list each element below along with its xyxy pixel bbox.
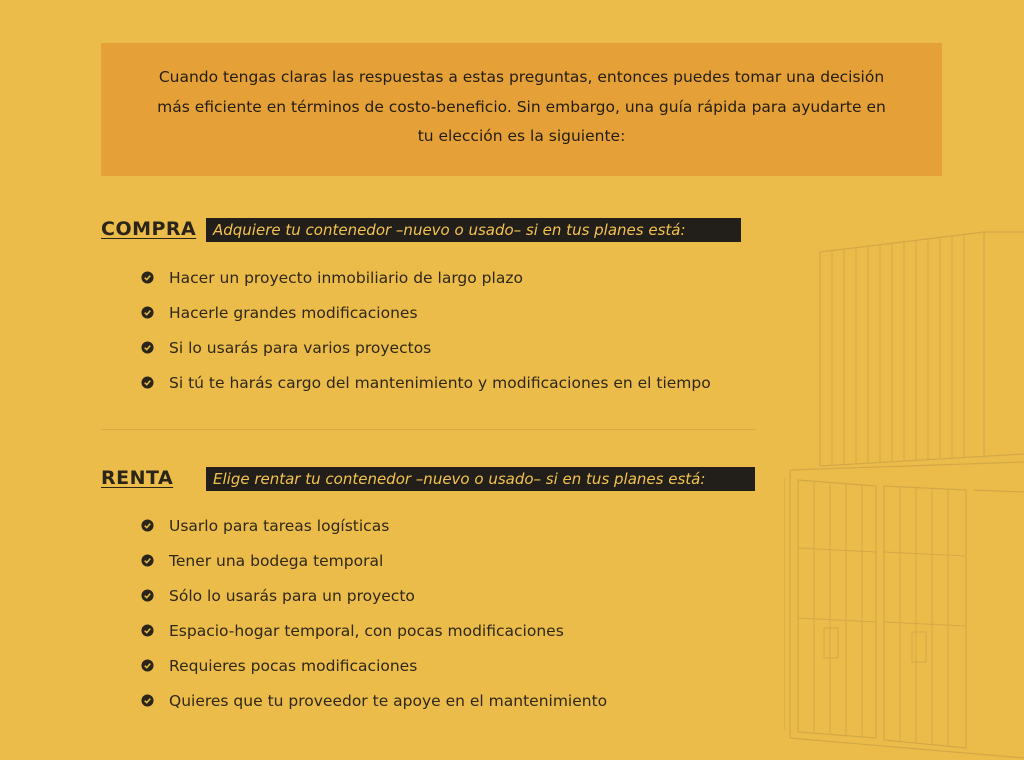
list-item-text: Hacerle grandes modificaciones [169,304,418,322]
list-item-text: Requieres pocas modificaciones [169,657,418,675]
list-item-text: Si lo usarás para varios proyectos [169,339,432,357]
check-circle-icon [141,589,154,602]
list-item-text: Quieres que tu proveedor te apoye en el mantenimiento [169,692,608,710]
list-item [141,268,711,303]
check-circle-icon [141,271,154,284]
check-circle-icon [141,341,154,354]
list-item-text: Hacer un proyecto inmobiliario de largo plazo [169,269,523,287]
section-divider [101,429,756,430]
list-item [141,551,607,586]
list-item [141,691,607,726]
renta-list [141,516,607,726]
intro-text: Cuando tengas claras las respuestas a estas preguntas, entonces puedes tomar una decisión más eficiente en términos de costo-beneficio. Sin embargo, una guía rápida para ayudarte en tu elección es la siguiente: [157,68,886,145]
list-item [141,586,607,621]
list-item [141,516,607,551]
check-circle-icon [141,519,154,532]
compra-list [141,268,711,408]
renta-title: RENTA [101,467,174,489]
check-circle-icon [141,659,154,672]
list-item-text: Espacio-hogar temporal, con pocas modificaciones [169,622,564,640]
list-item [141,303,711,338]
intro-box [101,43,942,176]
list-item-text: Usarlo para tareas logísticas [169,517,390,535]
check-circle-icon [141,306,154,319]
check-circle-icon [141,694,154,707]
list-item [141,621,607,656]
compra-banner: Adquiere tu contenedor –nuevo o usado– si en tus planes está: [206,218,741,242]
list-item [141,656,607,691]
check-circle-icon [141,376,154,389]
check-circle-icon [141,554,154,567]
renta-banner: Elige rentar tu contenedor –nuevo o usado– si en tus planes está: [206,467,755,491]
list-item-text: Tener una bodega temporal [169,552,384,570]
list-item-text: Si tú te harás cargo del mantenimiento y modificaciones en el tiempo [169,374,711,392]
compra-title: COMPRA [101,218,197,240]
list-item [141,373,711,408]
list-item [141,338,711,373]
check-circle-icon [141,624,154,637]
shipping-container-illustration [784,218,1024,760]
list-item-text: Sólo lo usarás para un proyecto [169,587,415,605]
